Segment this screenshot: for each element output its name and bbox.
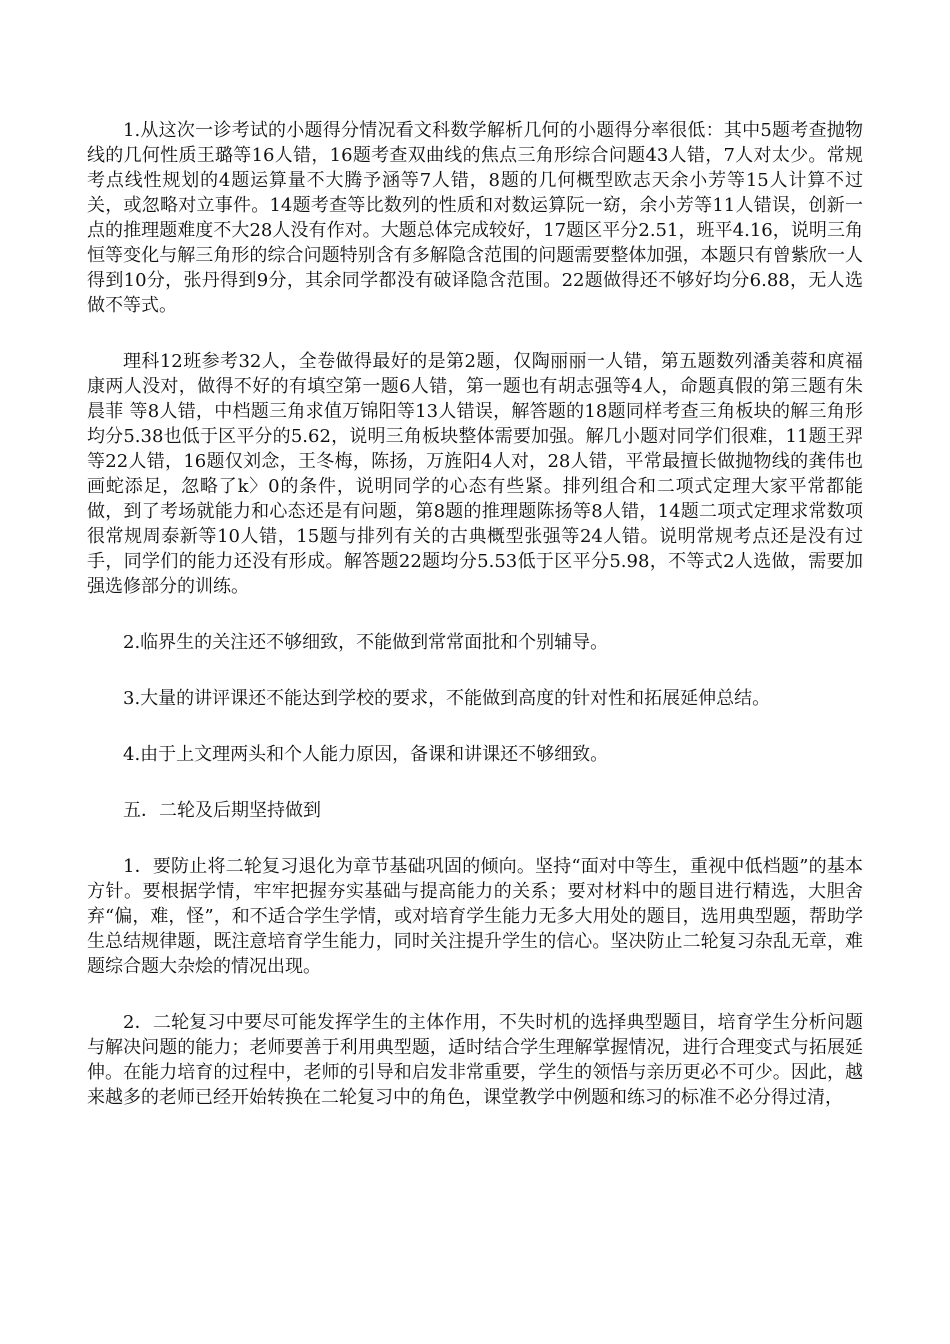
paragraph-second-round-point-1: 1．要防止将二轮复习退化为章节基础巩固的倾向。坚持“面对中等生，重视中低档题”的基本方针。要根据学情，牢牢把握夯实基础与提高能力的关系；要对材料中的题目进行精选，大胆舍弃“偏，难，怪”，和不适合学生学情，或对培育学生能力无多大用处的题目，选用典型题，帮助学生总结规律题，既注意培育学生能力，同时关注提升学生的信心。坚决防止二轮复习杂乱无章，难题综合题大杂烩的情况出现。: [87, 856, 863, 977]
section-heading-five: 五．二轮及后期坚持做到: [123, 800, 321, 821]
paragraph-borderline-students: 2.临界生的关注还不够细致，不能做到常常面批和个别辅导。: [123, 632, 609, 653]
paragraph-second-round-point-2: 2．二轮复习中要尽可能发挥学生的主体作用，不失时机的选择典型题目，培育学生分析问题与解决问题的能力；老师要善于利用典型题，适时结合学生理解掌握情况，进行合理变式与拓展延伸。在能力培育的过程中，老师的引导和启发非常重要，学生的领悟与亲历更必不可少。因此，越来越多的老师已经开始转换在二轮复习中的角色，课堂教学中例题和练习的标准不必分得过清，: [87, 1012, 863, 1108]
paragraph-liberal-arts-analysis: 1.从这次一诊考试的小题得分情况看文科数学解析几何的小题得分率很低：其中5题考查抛物线的几何性质王璐等16人错，16题考查双曲线的焦点三角形综合问题43人错，7人对太少。常规考点线性规划的4题运算量不大腾予涵等7人错，8题的几何概型欧志天余小芳等15人计算不过关，或忽略对立事件。14题考查等比数列的性质和对数运算阮一窈，余小芳等11人错误，创新一点的推理题难度不大28人没有作对。大题总体完成较好，17题区平分2.51，班平4.16，说明三角恒等变化与解三角形的综合问题特别含有多解隐含范围的问题需要整体加强，本题只有曾紫欣一人得到10分，张丹得到9分，其余同学都没有破译隐含范围。22题做得还不够好均分6.88，无人选做不等式。: [87, 120, 863, 316]
document-page: [87, 118, 863, 1141]
paragraph-review-lessons: 3.大量的讲评课还不能达到学校的要求，不能做到高度的针对性和拓展延伸总结。: [123, 688, 771, 709]
paragraph-lesson-preparation: 4.由于上文理两头和个人能力原因，备课和讲课还不够细致。: [123, 744, 609, 765]
paragraph-science-class-12-analysis: 理科12班参考32人，全卷做得最好的是第2题，仅陶丽丽一人错，第五题数列潘美蓉和庹福康两人没对，做得不好的有填空第一题6人错，第一题也有胡志强等4人，命题真假的第三题有朱晨菲 等8人错，中档题三角求值万锦阳等13人错误，解答题的18题同样考查三角板块的解三角形均分5.38也低于区平分的5.62，说明三角板块整体需要加强。解几小题对同学们很难，11题王羿等22人错，16题仅刘念，王冬梅，陈扬，万旌阳4人对，28人错，平常最擅长做抛物线的龚伟也画蛇添足，忽略了k〉0的条件，说明同学的心态有些紧。排列组合和二项式定理大家平常都能做，到了考场就能力和心态还是有问题，第8题的推理题陈扬等8人错，14题二项式定理求常数项很常规周泰新等10人错，15题与排列有关的古典概型张强等24人错。说明常规考点还是没有过手，同学们的能力还没有形成。解答题22题均分5.53低于区平分5.98，不等式2人选做，需要加强选修部分的训练。: [87, 351, 863, 597]
